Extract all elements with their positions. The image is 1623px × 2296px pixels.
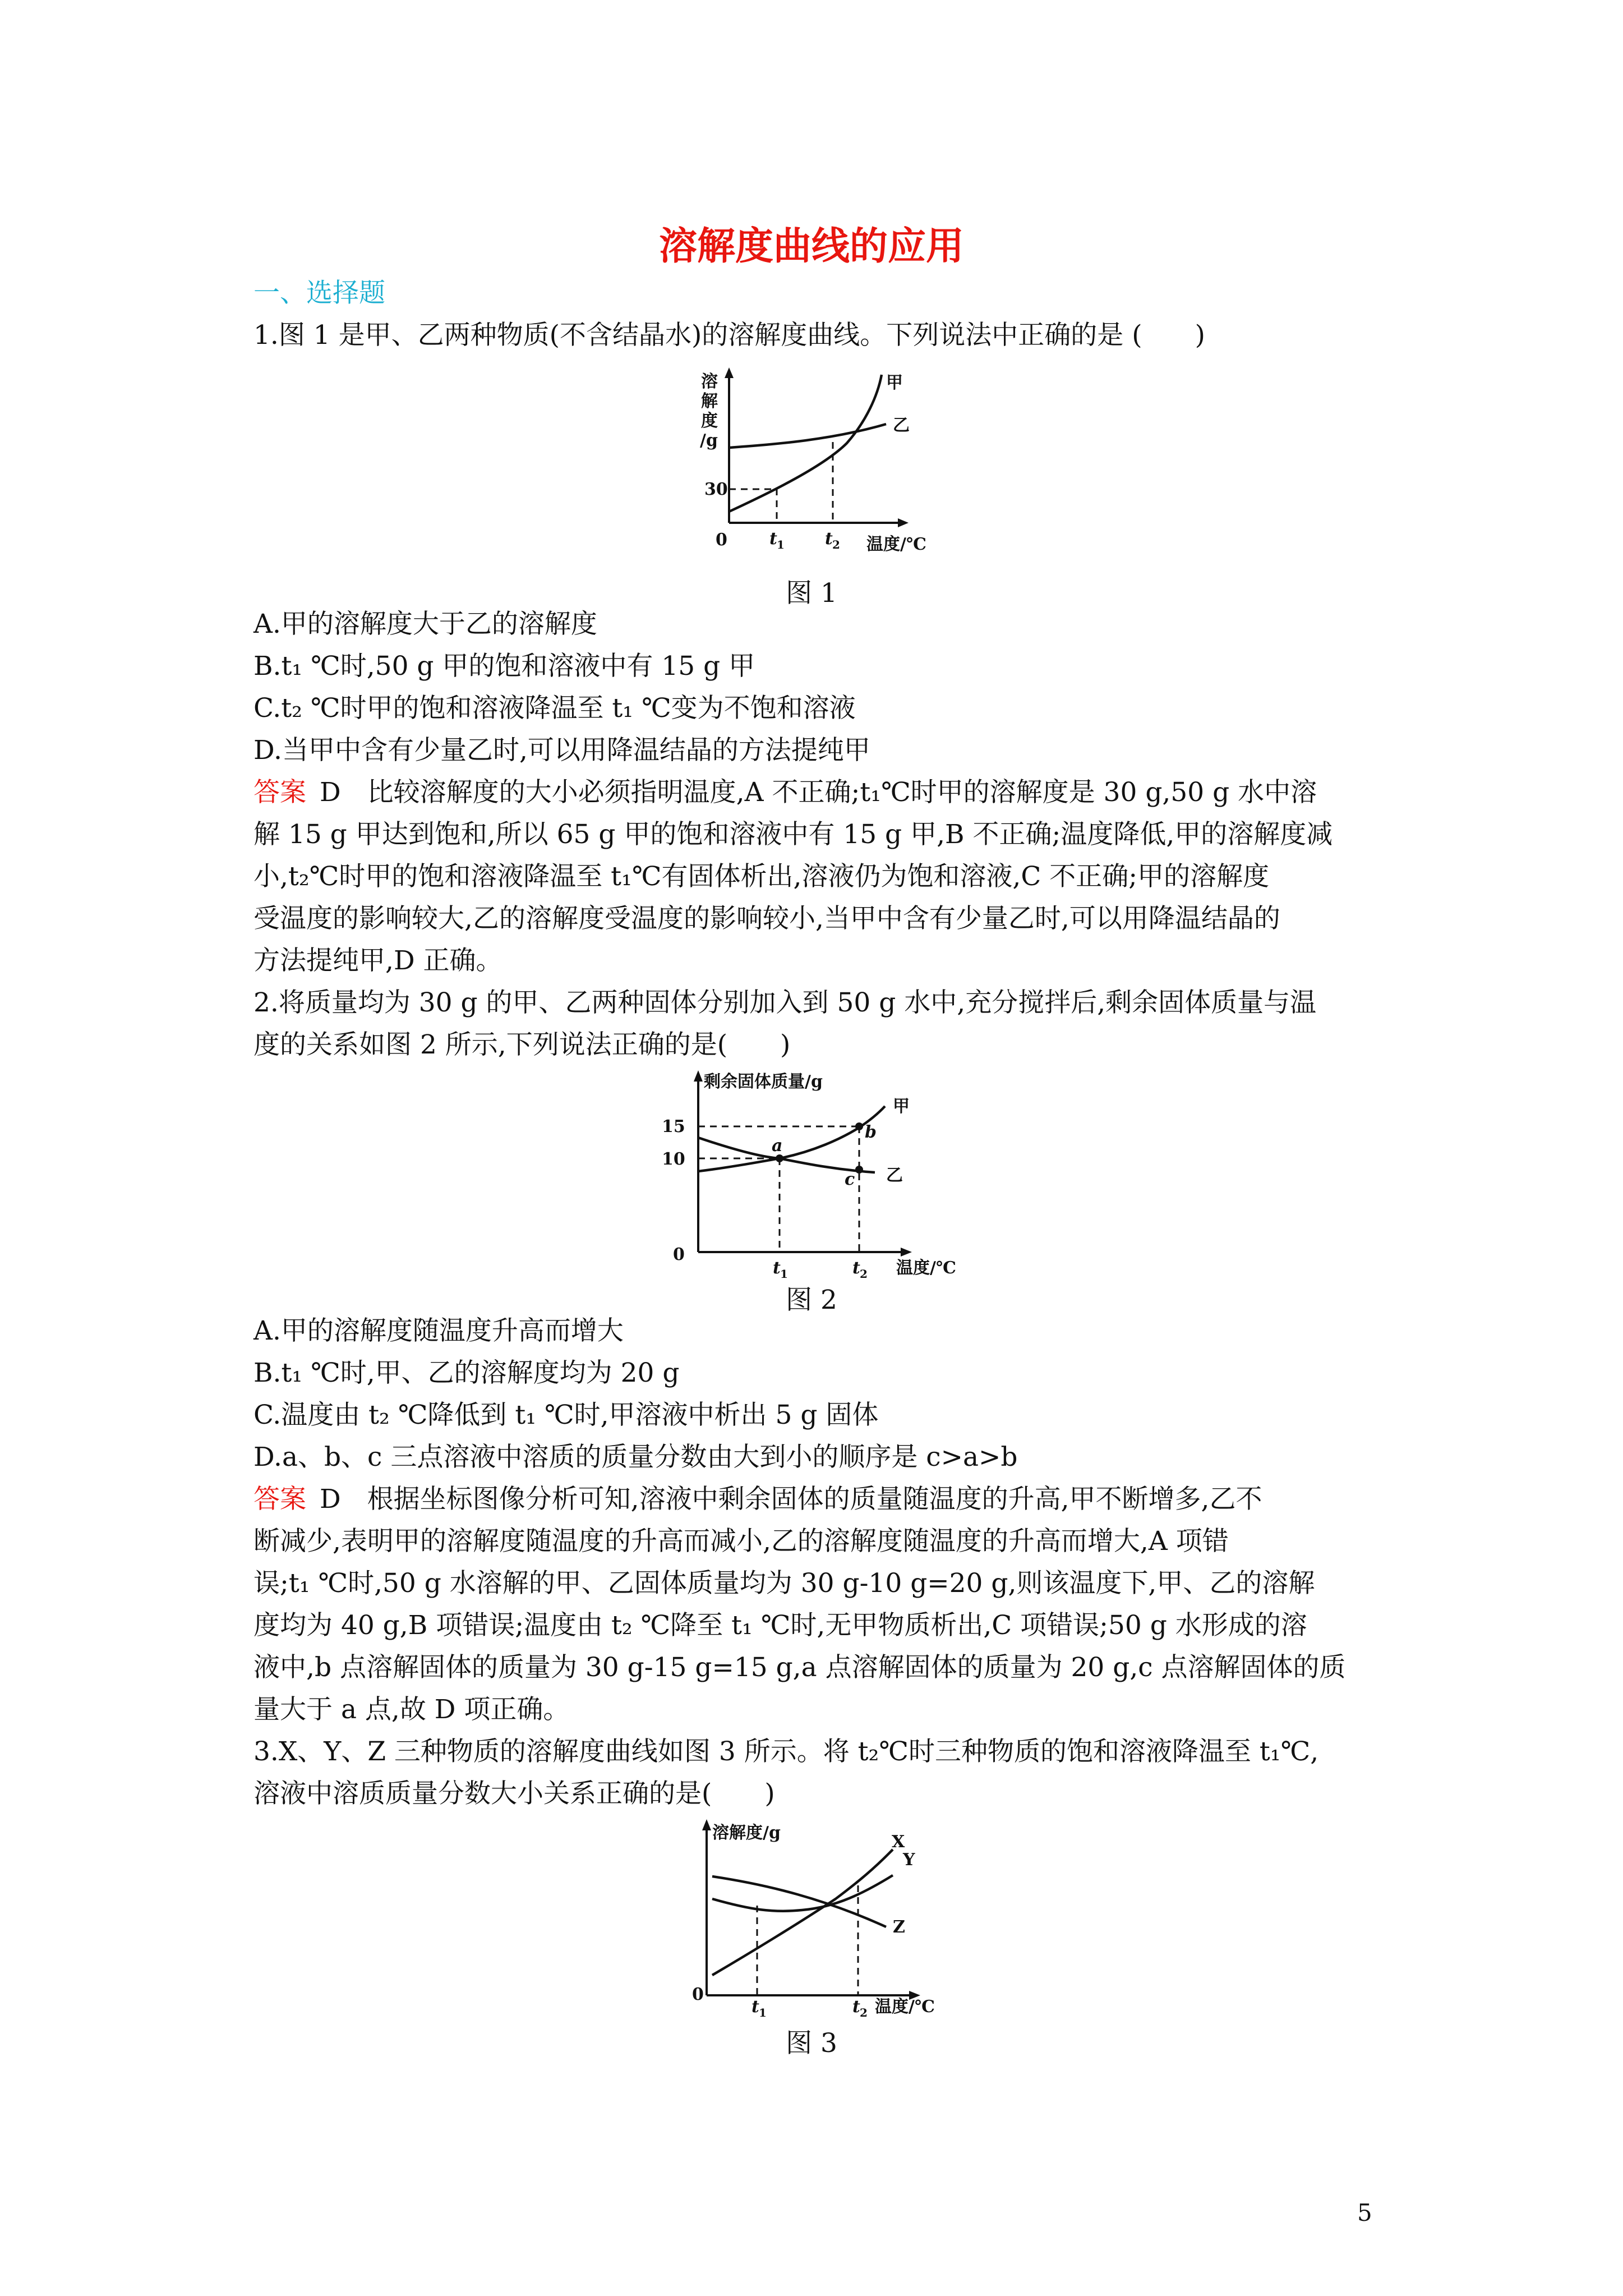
fig3-xtick-t1: t	[751, 1997, 759, 2017]
fig2-series-jia: 甲	[893, 1097, 910, 1116]
figure-3-chart	[673, 1815, 953, 2022]
fig1-ylabel-1: 溶	[701, 372, 718, 392]
fig3-series-x: X	[892, 1832, 905, 1852]
fig3-xtick-t1-sub: 1	[759, 2006, 767, 2019]
fig1-xtick-t1-sub: 1	[777, 538, 785, 551]
q2-stem-line-2: 度的关系如图 2 所示,下列说法正确的是( )	[253, 1029, 791, 1060]
q1-stem: 1.图 1 是甲、乙两种物质(不含结晶水)的溶解度曲线。下列说法中正确的是 ( )	[253, 320, 1205, 351]
q2-answer-line-6: 量大于 a 点,故 D 项正确。	[253, 1694, 570, 1725]
q1-answer-label: 答案	[253, 777, 306, 808]
fig2-series-yi: 乙	[886, 1166, 903, 1185]
q2-option-a: A.甲的溶解度随温度升高而增大	[253, 1315, 624, 1346]
section-heading: 一、选择题	[253, 278, 385, 309]
fig2-xlabel: 温度/℃	[896, 1258, 956, 1278]
q2-answer-label: 答案	[253, 1484, 306, 1515]
fig3-series-y: Y	[903, 1850, 915, 1870]
q1-option-c: C.t₂ ℃时甲的饱和溶液降温至 t₁ ℃变为不饱和溶液	[253, 693, 856, 724]
fig1-xlabel: 温度/℃	[866, 535, 926, 554]
fig2-xtick-t2-sub: 2	[860, 1267, 868, 1281]
figure-1-caption: 图 1	[786, 578, 837, 609]
q1-option-a: A.甲的溶解度大于乙的溶解度	[253, 609, 597, 639]
fig1-ylabel-4: /g	[700, 431, 718, 450]
q2-answer-line-4: 度均为 40 g,B 项错误;温度由 t₂ ℃降至 t₁ ℃时,无甲物质析出,C 项错误;50 g 水形成的溶	[253, 1610, 1307, 1641]
q2-answer-line-1: D 根据坐标图像分析可知,溶液中剩余固体的质量随温度的升高,甲不断增多,乙不	[320, 1484, 1262, 1515]
fig3-xtick-t2: t	[852, 1997, 860, 2017]
fig2-point-c: c	[845, 1170, 855, 1189]
fig3-series-z: Z	[893, 1917, 905, 1937]
fig1-ylabel-2: 解	[701, 392, 718, 411]
curve-yi	[729, 424, 886, 448]
fig2-point-b: b	[865, 1122, 877, 1142]
fig2-xtick-t1: t	[773, 1258, 781, 1278]
q2-option-b: B.t₁ ℃时,甲、乙的溶解度均为 20 g	[253, 1358, 680, 1388]
q1-answer-line-5: 方法提纯甲,D 正确。	[253, 945, 502, 976]
q1-option-d: D.当甲中含有少量乙时,可以用降温结晶的方法提纯甲	[253, 735, 870, 766]
fig2-ytick-10: 10	[662, 1149, 685, 1169]
fig1-xtick-t2-sub: 2	[832, 538, 840, 551]
fig2-origin: 0	[673, 1245, 685, 1264]
fig1-series-yi: 乙	[893, 416, 910, 435]
fig3-xlabel: 温度/℃	[875, 1997, 935, 2017]
fig1-origin: 0	[716, 530, 727, 550]
q2-answer-line-5: 液中,b 点溶解固体的质量为 30 g-15 g=15 g,a 点溶解固体的质量为 20 g,c 点溶解固体的质	[253, 1652, 1346, 1683]
q1-answer-line-2: 解 15 g 甲达到饱和,所以 65 g 甲的饱和溶液中有 15 g 甲,B 不正确;温度降低,甲的溶解度减	[253, 819, 1333, 850]
fig3-origin: 0	[692, 1985, 704, 2004]
page-number: 5	[1357, 2199, 1372, 2226]
q2-stem-line-1: 2.将质量均为 30 g 的甲、乙两种固体分别加入到 50 g 水中,充分搅拌后,剩余固体质量与温	[253, 987, 1317, 1018]
q3-stem-line-2: 溶液中溶质质量分数大小关系正确的是( )	[253, 1778, 775, 1809]
figure-1-chart	[662, 365, 953, 567]
fig1-ylabel-3: 度	[701, 411, 718, 431]
fig3-ylabel: 溶解度/g	[712, 1823, 781, 1843]
fig2-point-a: a	[772, 1136, 783, 1156]
q1-option-b: B.t₁ ℃时,50 g 甲的饱和溶液中有 15 g 甲	[253, 651, 755, 682]
q2-answer-line-2: 断减少,表明甲的溶解度随温度的升高而减小,乙的溶解度随温度的升高而增大,A 项错	[253, 1526, 1229, 1557]
fig2-xtick-t2: t	[852, 1258, 860, 1278]
fig3-xtick-t2-sub: 2	[860, 2006, 868, 2019]
fig2-ylabel: 剩余固体质量/g	[704, 1072, 823, 1092]
fig2-ytick-15: 15	[662, 1117, 685, 1137]
fig1-xtick-t2: t	[825, 529, 833, 549]
fig1-xtick-t1: t	[769, 529, 777, 549]
curve-z	[712, 1876, 886, 1927]
q2-option-d: D.a、b、c 三点溶液中溶质的质量分数由大到小的顺序是 c>a>b	[253, 1442, 1018, 1473]
q1-answer-line-3: 小,t₂℃时甲的饱和溶液降温至 t₁℃有固体析出,溶液仍为饱和溶液,C 不正确;甲的溶解度	[253, 861, 1270, 892]
q2-option-c: C.温度由 t₂ ℃降低到 t₁ ℃时,甲溶液中析出 5 g 固体	[253, 1400, 879, 1430]
page-title: 溶解度曲线的应用	[658, 224, 964, 269]
fig2-xtick-t1-sub: 1	[780, 1267, 788, 1281]
figure-2-chart	[651, 1066, 965, 1281]
figure-3-caption: 图 3	[786, 2028, 837, 2059]
fig1-series-jia: 甲	[886, 373, 903, 393]
curve-jia	[729, 375, 882, 512]
fig1-ytick-30: 30	[704, 480, 728, 499]
q2-answer-line-3: 误;t₁ ℃时,50 g 水溶解的甲、乙固体质量均为 30 g-10 g=20 g,则该温度下,甲、乙的溶解	[253, 1568, 1315, 1599]
curve-x	[712, 1849, 893, 1975]
q3-stem-line-1: 3.X、Y、Z 三种物质的溶解度曲线如图 3 所示。将 t₂℃时三种物质的饱和溶液降温至 t₁℃,	[253, 1736, 1319, 1767]
q1-answer-line-4: 受温度的影响较大,乙的溶解度受温度的影响较小,当甲中含有少量乙时,可以用降温结晶的	[253, 903, 1280, 934]
q1-answer-line-1: D 比较溶解度的大小必须指明温度,A 不正确;t₁℃时甲的溶解度是 30 g,50 g 水中溶	[320, 777, 1317, 808]
figure-2-caption: 图 2	[786, 1285, 837, 1315]
